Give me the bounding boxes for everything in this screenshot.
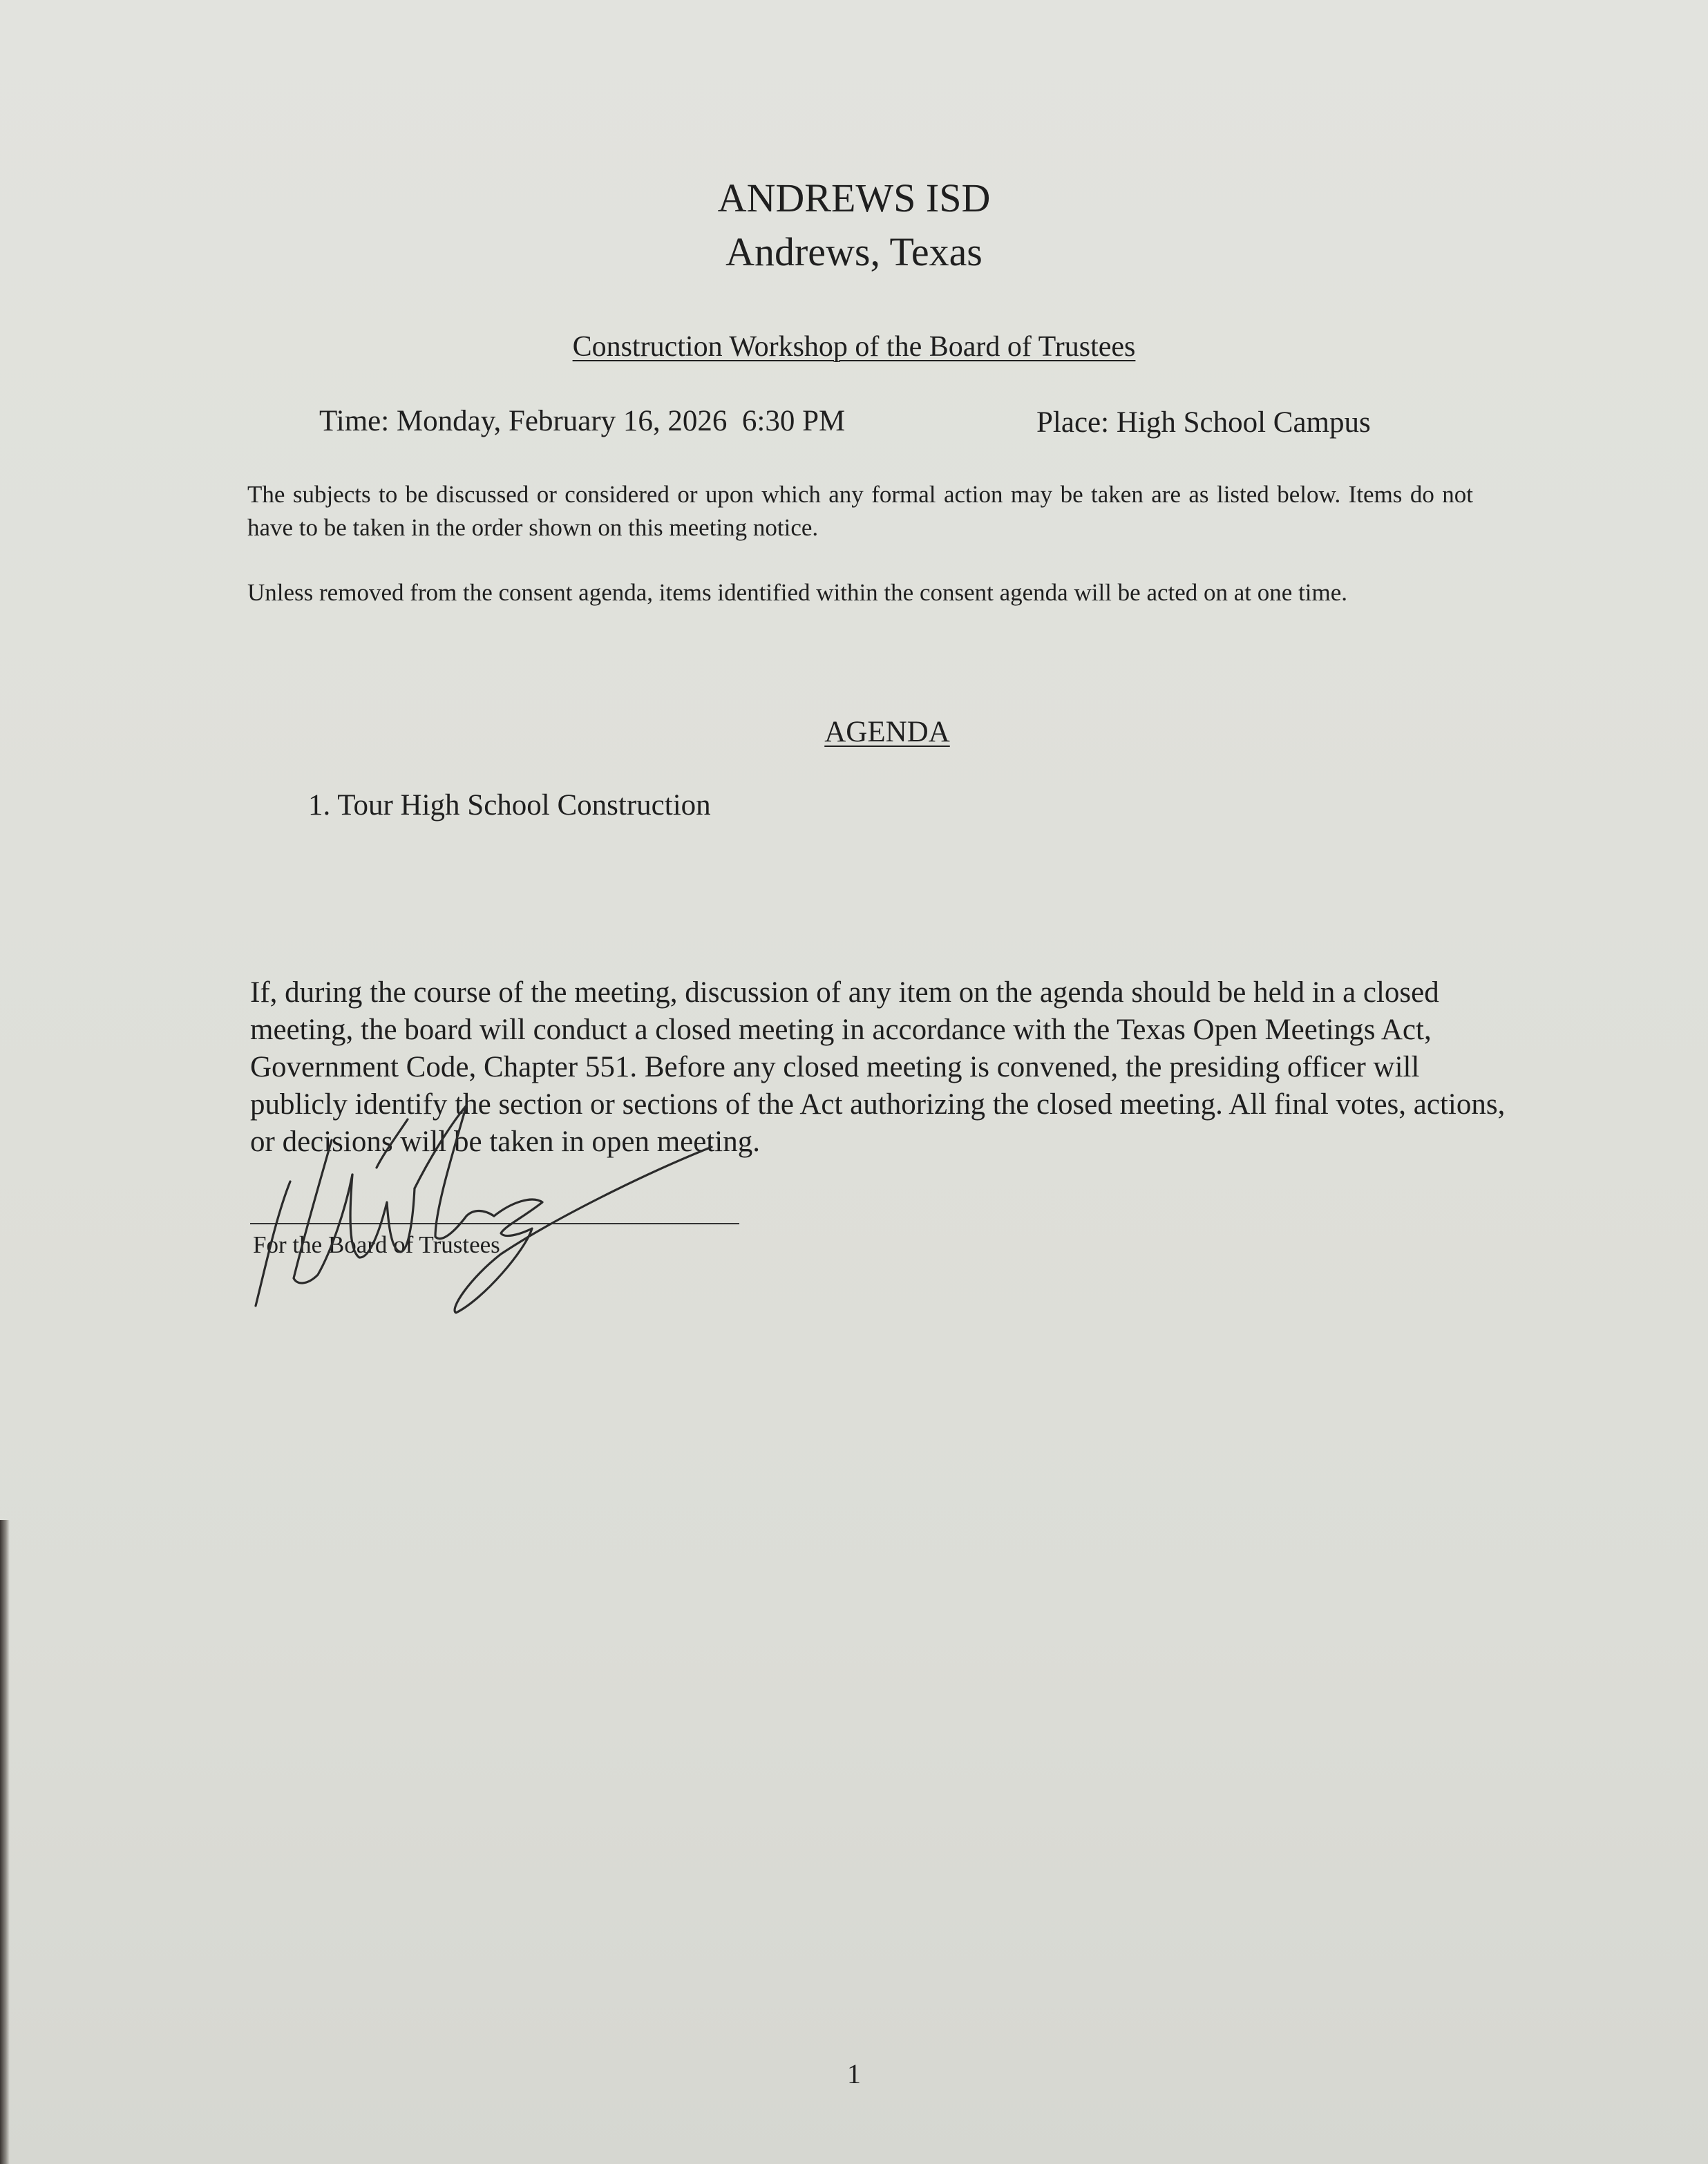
meeting-title	[0, 329, 1708, 365]
intro-paragraph-2: Unless removed from the consent agenda, items identified within the consent agenda will be acted on at one time.	[247, 579, 1348, 606]
meeting-place: Place: High School Campus	[1036, 406, 1371, 439]
closed-meeting-notice: If, during the course of the meeting, discussion of any item on the agenda should be held in a closed meeting, the board will conduct a closed meeting in accordance with the Texas Open Meetings Act, Government Code, Chapter 551. Before any closed meeting is convened, the presiding officer will publicly identify the section or sections of the Act authorizing the closed meeting. All final votes, actions, or decisions will be taken in open meeting.	[250, 976, 1506, 1158]
intro-paragraph-1: The subjects to be discussed or considered or upon which any formal action may be taken are as listed below. Items do not have to be taken in the order shown on this meeting notice.	[247, 481, 1473, 541]
handwritten-signature	[228, 1078, 850, 1327]
meeting-title-text: Construction Workshop of the Board of Trustees	[572, 331, 1136, 363]
page-number: 1	[847, 2058, 861, 2089]
organization-name: ANDREWS ISD	[717, 175, 991, 220]
agenda-heading	[33, 714, 1708, 750]
agenda-list	[308, 788, 711, 824]
signature-caption: For the Board of Trustees	[253, 1231, 500, 1258]
agenda-item: 1. Tour High School Construction	[308, 789, 711, 822]
meeting-time: Time: Monday, February 16, 2026 6:30 PM	[319, 405, 846, 437]
organization-city: Andrews, Texas	[725, 229, 983, 274]
agenda-heading-text: AGENDA	[824, 716, 950, 748]
